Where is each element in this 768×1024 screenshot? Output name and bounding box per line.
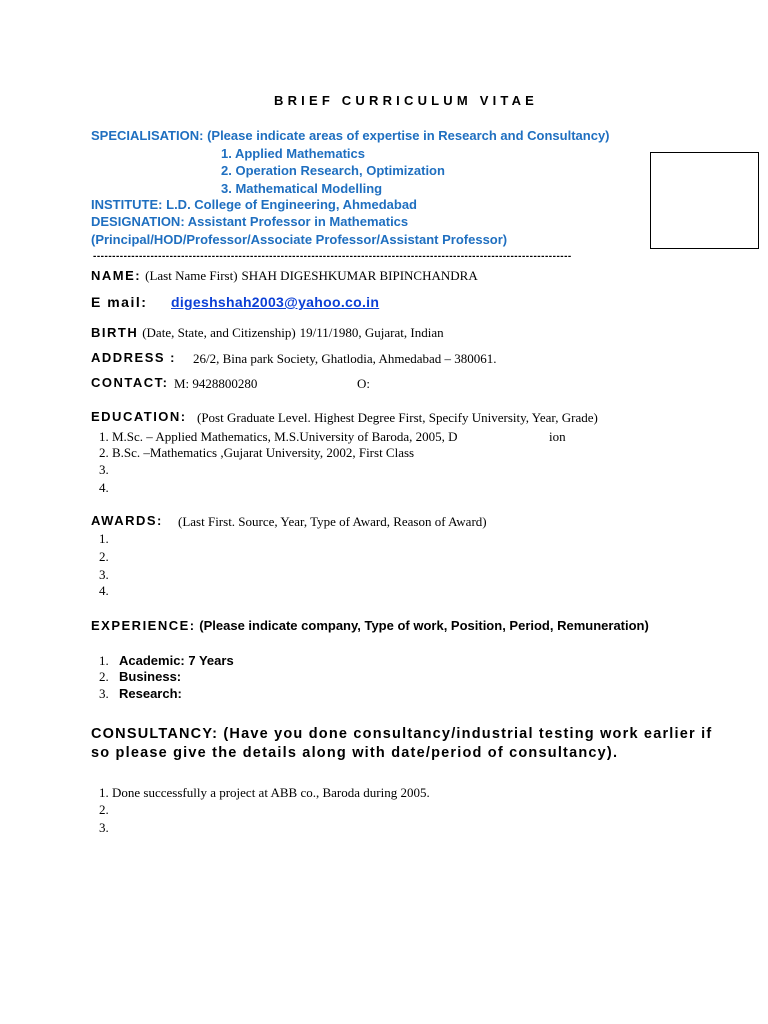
specialisation-line [91,128,610,143]
designation-value: Assistant Professor in Mathematics [187,214,409,229]
education-label: EDUCATION: [91,409,187,424]
experience-item: Academic: 7 Years [119,653,234,668]
email-label: E mail: [91,294,148,310]
experience-number: 1. [99,653,109,668]
consultancy-item: 3. [99,820,109,835]
experience-label: EXPERIENCE: [91,618,196,633]
awards-item: 1. [99,531,109,546]
specialisation-item: 2. Operation Research, Optimization [221,163,445,178]
specialisation-label: SPECIALISATION: [91,128,204,143]
education-item: 1. M.Sc. – Applied Mathematics, M.S.University of Baroda, 2005, D [99,429,458,444]
consultancy-line: CONSULTANCY: (Have you done consultancy/industrial testing work earlier if [91,726,713,742]
experience-line [91,618,649,633]
institute-line [91,197,417,212]
specialisation-hint: (Please indicate areas of expertise in Research and Consultancy) [207,128,610,143]
education-item: 2. B.Sc. –Mathematics ,Gujarat University, 2002, First Class [99,445,415,460]
awards-hint: (Last First. Source, Year, Type of Award, Reason of Award) [178,514,487,529]
photo-box [650,152,759,249]
designation-label: DESIGNATION: [91,214,185,229]
cv-title: BRIEF CURRICULUM VITAE [274,93,539,108]
email-line [91,294,147,312]
specialisation-item: 1. Applied Mathematics [221,146,365,161]
education-item: 4. [99,480,109,495]
experience-item: Research: [119,686,182,701]
address-label: ADDRESS : [91,350,177,365]
designation-options: (Principal/HOD/Professor/Associate Professor/Assistant Professor) [91,232,508,247]
experience-number: 3. [99,686,109,701]
experience-number: 2. [99,669,109,684]
designation-line [91,214,408,229]
consultancy-line: so please give the details along with date/period of consultancy). [91,745,619,761]
birth-label: BIRTH [91,325,139,340]
consultancy-item: 1. Done successfully a project at ABB co., Baroda during 2005. [99,785,430,800]
contact-mobile: M: 9428800280 [174,376,258,391]
education-hint: (Post Graduate Level. Highest Degree First, Specify University, Year, Grade) [197,410,598,425]
contact-office: O: [357,376,370,391]
birth-hint: (Date, State, and Citizenship) [142,325,296,340]
awards-item: 4. [99,583,109,598]
address-value: 26/2, Bina park Society, Ghatlodia, Ahmedabad – 380061. [193,351,497,366]
awards-item: 3. [99,567,109,582]
name-label: NAME: [91,268,142,283]
experience-hint: (Please indicate company, Type of work, Position, Period, Remuneration) [199,618,649,633]
contact-label: CONTACT: [91,375,169,390]
birth-line [91,324,444,342]
education-item-tail: ion [549,429,566,444]
awards-label: AWARDS: [91,513,163,528]
awards-item: 2. [99,549,109,564]
name-value: SHAH DIGESHKUMAR BIPINCHANDRA [241,268,478,283]
institute-label: INSTITUTE: [91,197,163,212]
education-item: 3. [99,462,109,477]
specialisation-item: 3. Mathematical Modelling [221,181,383,196]
name-line [91,267,478,285]
consultancy-item: 2. [99,802,109,817]
birth-value: 19/11/1980, Gujarat, Indian [299,325,444,340]
institute-value: L.D. College of Engineering, Ahmedabad [166,197,417,212]
email-link[interactable]: digeshshah2003@yahoo.co.in [171,294,380,310]
experience-item: Business: [119,669,182,684]
name-hint: (Last Name First) [145,268,238,283]
separator-line: ----------------------------------------------------------------------------------------------------------------------------- [93,251,572,262]
